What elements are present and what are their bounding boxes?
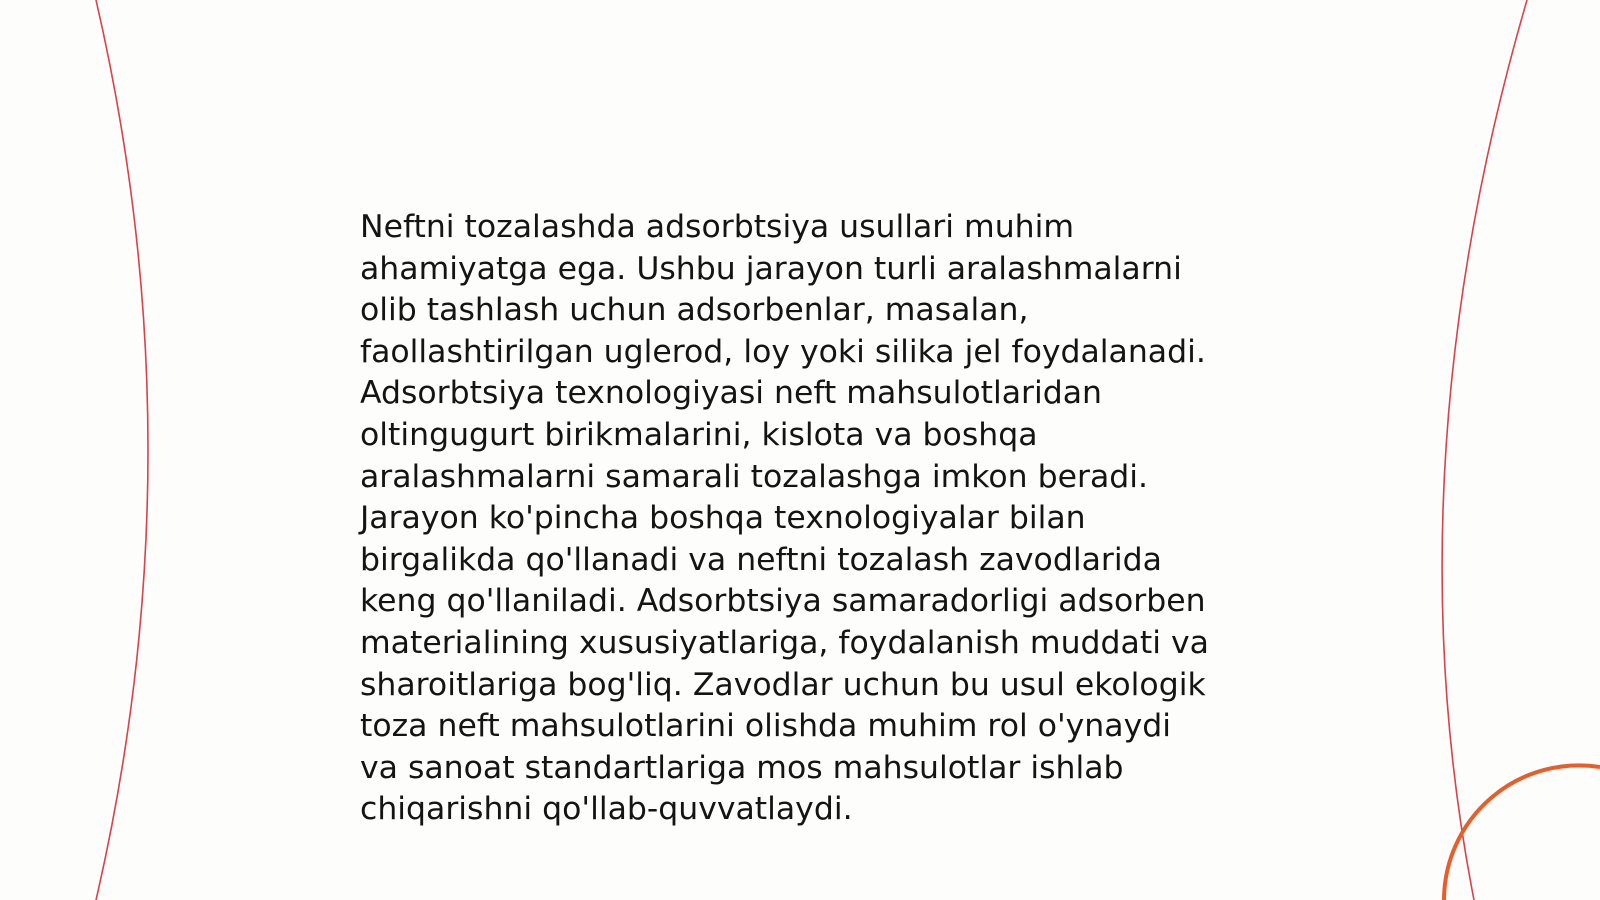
accent-arc [1444, 765, 1600, 900]
right-curve-line [1442, 0, 1527, 900]
left-curve-line [96, 0, 148, 900]
body-paragraph: Neftni tozalashda adsorbtsiya usullari muhim ahamiyatga ega. Ushbu jarayon turli aralashmalarni olib tashlash uchun adsorbenlar, masalan, faollashtirilgan uglerod, loy yoki silika jel foydalanadi. Adsorbtsiya texnologiyasi neft mahsulotlaridan oltingugurt birikmalarini, kislota va boshqa aralashmalarni samarali tozalashga imkon beradi. Jarayon ko'pincha boshqa texnologiyalar bilan birgalikda qo'llanadi va neftni tozalash zavodlarida keng qo'llaniladi. Adsorbtsiya samaradorligi adsorben materialining xususiyatlariga, foydalanish muddati va sharoitlariga bog'liq. Zavodlar uchun bu usul ekologik toza neft mahsulotlarini olishda muhim rol o'ynaydi va sanoat standartlariga mos mahsulotlar ishlab chiqarishni qo'llab-quvvatlaydi. [360, 209, 1209, 828]
